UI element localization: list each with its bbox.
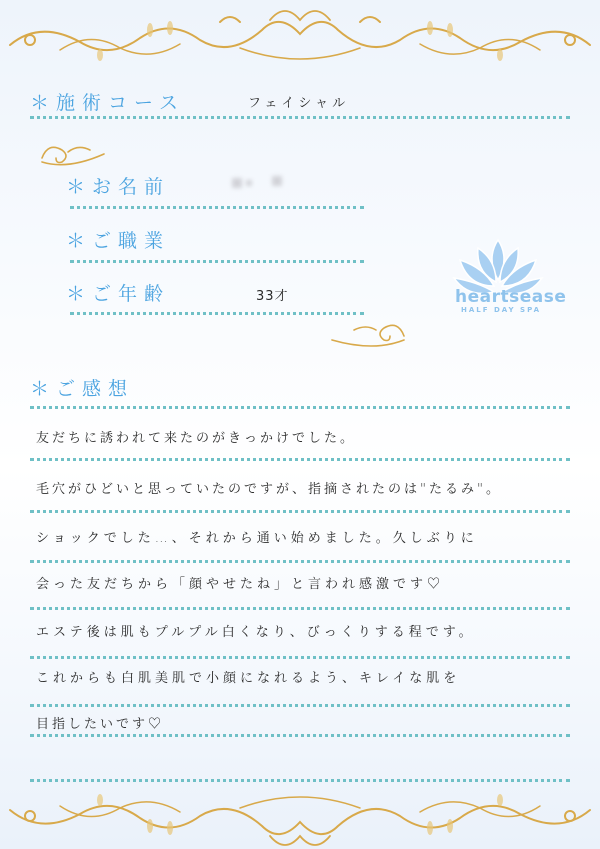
divider <box>30 560 570 563</box>
divider <box>70 260 364 263</box>
impression-line: 毛穴がひどいと思っていたのですが、指摘されたのは"たるみ"。 <box>36 482 502 497</box>
divider <box>30 458 570 461</box>
divider <box>30 510 570 513</box>
blurred-name <box>246 180 252 186</box>
gold-swirl-ornament <box>328 318 408 354</box>
age-label: ＊ご年齢 <box>66 283 171 305</box>
bottom-gold-ornament <box>0 780 600 849</box>
impression-line: エステ後は肌もプルプル白くなり、びっくりする程です。 <box>36 625 476 640</box>
impressions-label: ＊ご感想 <box>30 378 135 400</box>
age-value: 33才 <box>256 289 289 304</box>
brand-logo-text: heartsease <box>455 287 567 307</box>
blurred-name <box>272 176 282 186</box>
divider <box>70 206 364 209</box>
divider <box>30 607 570 610</box>
job-label: ＊ご職業 <box>66 230 171 252</box>
divider <box>30 406 570 409</box>
divider <box>30 704 570 707</box>
divider <box>30 656 570 659</box>
blurred-name <box>232 178 242 188</box>
impression-line: これからも白肌美肌で小顔になれるよう、キレイな肌を <box>36 671 461 686</box>
impression-line: ショックでした…、それから通い始めました。久しぶりに <box>36 531 478 546</box>
divider <box>30 734 570 737</box>
course-value: フェイシャル <box>248 96 350 111</box>
impression-line: 会った友だちから「顔やせたね」と言われ感激です♡ <box>36 577 445 592</box>
course-label: ＊施術コース <box>30 92 186 114</box>
gold-swirl-ornament <box>38 138 108 172</box>
impression-line: 友だちに誘われて来たのがきっかけでした。 <box>36 431 357 446</box>
divider <box>30 116 570 119</box>
impression-line: 目指したいです♡ <box>36 717 165 732</box>
brand-tagline: HALF DAY SPA <box>461 306 541 314</box>
divider <box>70 312 364 315</box>
top-gold-ornament <box>0 0 600 75</box>
name-label: ＊お名前 <box>66 176 171 198</box>
